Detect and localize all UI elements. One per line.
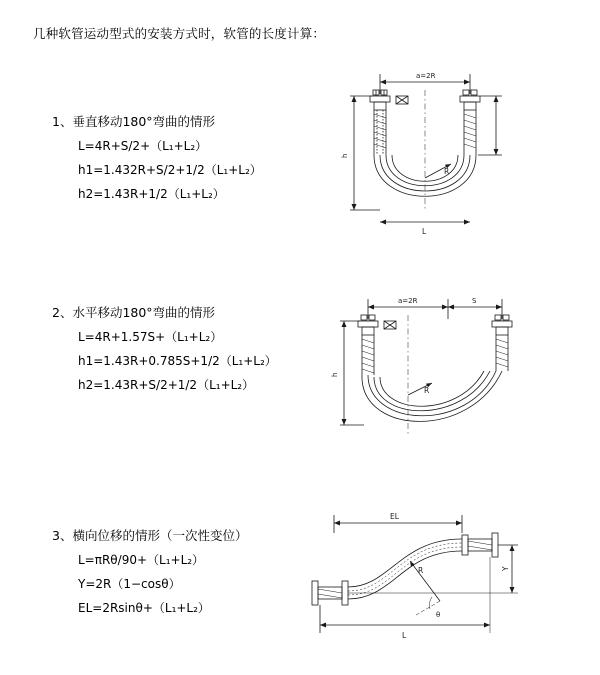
svg-text:h: h [331,372,339,377]
section-3-title: 3、横向位移的情形（一次性变位） [52,528,248,543]
svg-text:h: h [341,153,349,158]
svg-text:a=2R: a=2R [398,297,418,305]
section-1-formula-3: h2=1.43R+1/2（L₁+L₂） [78,187,225,201]
svg-text:a=2R: a=2R [416,72,436,80]
horizontal-180-bend-diagram [320,285,560,455]
section-3-formula-3: EL=2Rsinθ+（L₁+L₂） [78,601,210,615]
svg-text:R: R [418,566,424,575]
svg-text:EL: EL [390,512,399,521]
page-title: 几种软管运动型式的安装方式时，软管的长度计算： [33,26,326,41]
svg-text:θ: θ [436,611,441,619]
section-2-formula-3: h2=1.43R+S/2+1/2（L₁+L₂） [78,378,255,392]
section-2-title: 2、水平移动180°弯曲的情形 [52,305,216,320]
section-1-formula-1: L=4R+S/2+（L₁+L₂） [78,139,208,153]
section-2-formula-1: L=4R+1.57S+（L₁+L₂） [78,330,223,344]
svg-text:R: R [444,167,450,176]
svg-text:R: R [424,386,430,395]
section-2-formula-2: h1=1.43R+0.785S+1/2（L₁+L₂） [78,354,277,368]
svg-text:L: L [422,227,427,236]
section-1-formula-2: h1=1.432R+S/2+1/2（L₁+L₂） [78,163,262,177]
vertical-180-bend-diagram [320,60,560,260]
svg-text:L: L [402,631,407,640]
section-3-formula-2: Y=2R（1−cosθ） [78,577,181,591]
svg-text:Y: Y [501,566,510,571]
svg-text:S: S [472,297,477,305]
section-1-title: 1、垂直移动180°弯曲的情形 [52,114,216,129]
lateral-offset-diagram [290,505,560,645]
section-3-formula-1: L=πRθ/90+（L₁+L₂） [78,553,205,567]
